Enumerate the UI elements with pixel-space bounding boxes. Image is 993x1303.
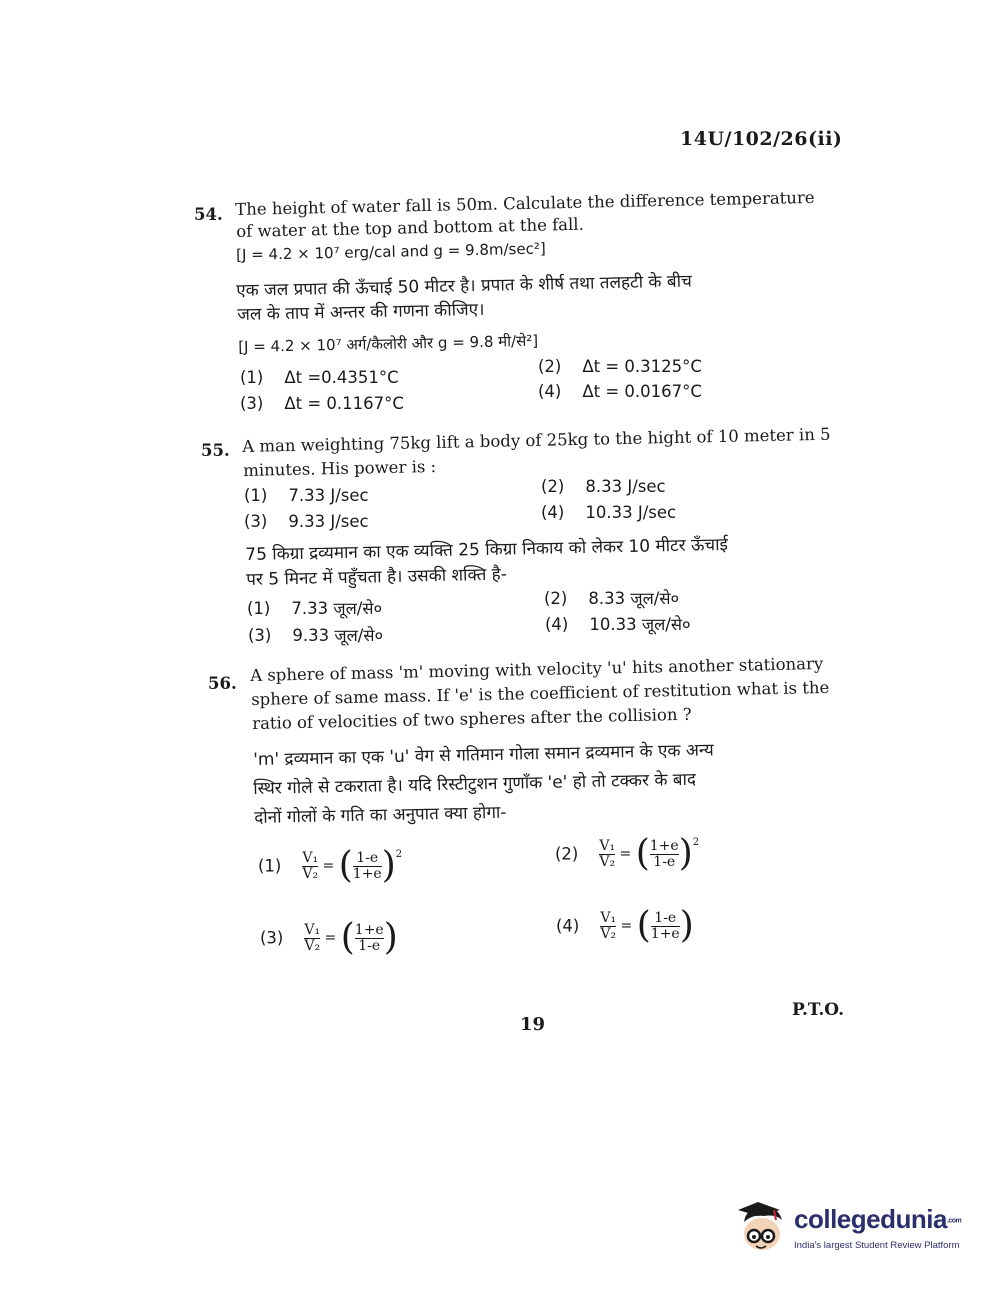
option-4[interactable] (541, 503, 676, 522)
question-text-hi-2: पर 5 मिनट में पहुँचता है। उसकी शक्ति है- (246, 564, 508, 590)
question-given-en: [J = 4.2 × 10⁷ erg/cal and g = 9.8m/sec²] (236, 239, 546, 264)
ratio-formula: V₁ V₂ = ( 1-e 1+e ) 2 (302, 845, 403, 886)
option-number: (4) (541, 503, 565, 522)
pto-label: P.T.O. (792, 1000, 844, 1020)
question-text-hi-2: स्थिर गोले से टकराता है। यदि रिस्टीटुशन गुणाँक 'e' हो तो टक्कर के बाद (253, 769, 697, 799)
lhs-denominator: V₂ (600, 925, 617, 942)
option-number: (3) (244, 512, 268, 531)
question-text-en-1: A man weighting 75kg lift a body of 25kg to the hight of 10 meter in 5 (242, 424, 831, 456)
option-number: (2) (541, 477, 565, 496)
option-2[interactable] (555, 833, 700, 874)
question-text-en-3: ratio of velocities of two spheres after the collision ? (252, 704, 692, 733)
option-text: Δt = 0.1167°C (284, 394, 404, 413)
option-4-hi[interactable] (545, 612, 691, 635)
question-text-hi-3: दोनों गोलों के गति का अनुपात क्या होगा- (254, 802, 507, 828)
question-number: 55. (201, 441, 230, 460)
lhs-denominator: V₂ (302, 865, 319, 882)
question-number: 54. (194, 205, 223, 224)
option-2-hi[interactable] (544, 586, 679, 609)
option-3[interactable] (244, 512, 369, 531)
question-text-en-1: The height of water fall is 50m. Calculate the difference temperature (235, 187, 815, 219)
page-number: 19 (520, 1014, 546, 1035)
rhs-numerator: 1+e (354, 921, 384, 938)
ratio-formula: V₁ V₂ = ( 1+e 1-e ) (304, 917, 398, 958)
logo-tagline: India's largest Student Review Platform (794, 1240, 960, 1251)
exponent: 2 (395, 848, 403, 860)
option-4[interactable] (538, 382, 702, 401)
option-1[interactable] (240, 368, 399, 387)
option-3[interactable] (260, 917, 398, 958)
option-text: 10.33 J/sec (585, 503, 677, 522)
ratio-formula: V₁ V₂ = ( 1+e 1-e ) 2 (599, 833, 700, 874)
option-text: Δt =0.4351°C (284, 368, 399, 387)
option-text: 7.33 J/sec (288, 486, 369, 505)
question-text-en-2: sphere of same mass. If 'e' is the coefficient of restitution what is the (251, 677, 830, 709)
lhs-numerator: V₁ (304, 921, 321, 938)
option-number: (2) (555, 844, 579, 864)
question-text-hi-2: जल के ताप में अन्तर की गणना कीजिए। (237, 299, 485, 325)
option-number: (3) (248, 626, 272, 645)
lhs-numerator: V₁ (302, 849, 319, 866)
option-1[interactable] (244, 486, 369, 505)
option-number: (1) (247, 599, 271, 618)
lhs-numerator: V₁ (599, 837, 616, 854)
ratio-formula: V₁ V₂ = ( 1-e 1+e ) (600, 905, 694, 946)
option-number: (2) (538, 357, 562, 376)
option-number: (1) (244, 486, 268, 505)
option-text: 8.33 J/sec (585, 477, 666, 496)
option-number: (4) (538, 382, 562, 401)
rhs-denominator: 1+e (352, 865, 382, 882)
option-text: Δt = 0.0167°C (582, 382, 702, 401)
question-text-en-2: minutes. His power is : (243, 456, 437, 480)
question-text-en-1: A sphere of mass 'm' moving with velocity 'u' hits another stationary (250, 653, 824, 685)
option-text: 9.33 जूल/से० (292, 626, 384, 645)
question-text-hi-1: 'm' द्रव्यमान का एक 'u' वेग से गतिमान गोला समान द्रव्यमान के एक अन्य (253, 740, 714, 770)
rhs-numerator: 1-e (356, 849, 379, 866)
rhs-denominator: 1+e (650, 925, 680, 942)
option-text: 8.33 जूल/से० (588, 589, 680, 608)
rhs-numerator: 1-e (654, 909, 677, 926)
collegedunia-logo[interactable] (736, 1200, 976, 1260)
rhs-denominator: 1-e (653, 853, 676, 870)
question-text-hi-1: 75 किग्रा द्रव्यमान का एक व्यक्ति 25 किग्रा निकाय को लेकर 10 मीटर ऊँचाई (245, 534, 729, 565)
option-number: (4) (545, 615, 569, 634)
logo-domain-suffix: .com (946, 1217, 962, 1225)
option-text: 9.33 J/sec (288, 512, 369, 531)
option-number: (4) (556, 916, 580, 936)
option-number: (1) (258, 856, 282, 876)
option-number: (3) (260, 928, 284, 948)
lhs-denominator: V₂ (304, 937, 321, 954)
rhs-denominator: 1-e (358, 937, 381, 954)
option-1[interactable] (258, 845, 403, 886)
exponent: 2 (692, 836, 700, 848)
paper-code: 14U/102/26(ii) (680, 128, 843, 150)
option-4[interactable] (556, 905, 694, 946)
question-text-en-2: of water at the top and bottom at the fall. (236, 214, 585, 241)
option-number: (1) (240, 368, 264, 387)
rhs-numerator: 1+e (649, 837, 679, 854)
option-3-hi[interactable] (248, 623, 383, 646)
lhs-denominator: V₂ (599, 853, 616, 870)
option-number: (2) (544, 589, 568, 608)
logo-wordmark: collegedunia.com (794, 1204, 962, 1234)
mascot-icon (736, 1200, 792, 1260)
question-given-hi: [J = 4.2 × 10⁷ अर्ग/कैलोरी और g = 9.8 मी/से²] (238, 331, 539, 356)
question-number: 56. (208, 674, 237, 693)
question-text-hi-1: एक जल प्रपात की ऊँचाई 50 मीटर है। प्रपात के शीर्ष तथा तलहटी के बीच (236, 271, 693, 301)
option-1-hi[interactable] (247, 596, 382, 619)
option-text: 10.33 जूल/से० (589, 615, 691, 634)
option-3[interactable] (240, 394, 404, 413)
option-text: 7.33 जूल/से० (291, 599, 383, 618)
lhs-numerator: V₁ (600, 909, 617, 926)
option-2[interactable] (538, 357, 702, 376)
option-number: (3) (240, 394, 264, 413)
option-text: Δt = 0.3125°C (582, 357, 702, 376)
option-2[interactable] (541, 477, 666, 496)
